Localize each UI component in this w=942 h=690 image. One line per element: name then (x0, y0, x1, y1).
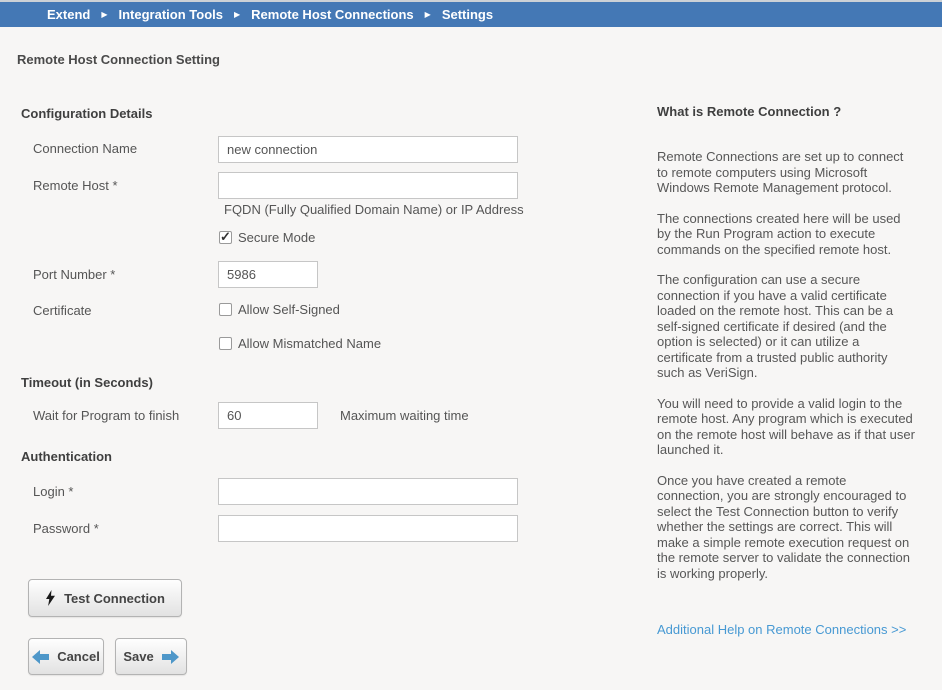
port-number-input[interactable] (218, 261, 318, 288)
test-connection-label: Test Connection (64, 590, 165, 606)
remote-host-input[interactable] (218, 172, 518, 199)
help-paragraph: The connections created here will be used by the Run Program action to execute commands on the specified remote host. (657, 210, 901, 257)
help-panel (657, 104, 915, 637)
lightning-icon (45, 590, 56, 606)
allow-self-signed-label: Allow Self-Signed (238, 302, 340, 317)
save-button[interactable] (115, 638, 187, 675)
section-heading-timeout: Timeout (in Seconds) (21, 375, 153, 390)
help-paragraph: You will need to provide a valid login to the remote host. Any program which is executed on the remote host will behave as if that user launched it. (657, 395, 915, 457)
secure-mode-checkbox[interactable] (219, 231, 232, 244)
wait-for-program-label: Wait for Program to finish (33, 408, 180, 423)
allow-mismatched-name-label: Allow Mismatched Name (238, 336, 382, 351)
remote-host-hint: FQDN (Fully Qualified Domain Name) or IP Address (224, 202, 524, 217)
breadcrumb (0, 2, 942, 27)
breadcrumb-arrow-icon: ▶ (101, 10, 108, 19)
login-input[interactable] (218, 478, 518, 505)
port-number-label: Port Number * (33, 267, 116, 282)
cancel-button[interactable] (28, 638, 104, 675)
test-connection-button[interactable] (28, 579, 182, 617)
login-label: Login * (33, 484, 74, 499)
section-heading-authentication: Authentication (21, 449, 112, 464)
wait-for-program-hint: Maximum waiting time (340, 408, 469, 423)
help-paragraph: The configuration can use a secure connection if you have a valid certificate loaded on the remote host. This can be a self-signed certificate if desired (and the option is selected) or it can utilize a certificate from a trusted public authority such as VeriSign. (657, 272, 894, 380)
breadcrumb-arrow-icon: ▶ (233, 10, 241, 19)
breadcrumb-extend[interactable]: Extend (47, 7, 91, 22)
page-title: Remote Host Connection Setting (17, 52, 220, 67)
secure-mode-label: Secure Mode (238, 230, 316, 245)
secure-mode-checkbox-row (219, 230, 315, 245)
connection-name-input[interactable] (218, 136, 518, 163)
breadcrumb-settings[interactable]: Settings (441, 7, 494, 22)
help-paragraph: Remote Connections are set up to connect to remote computers using Microsoft Windows Remote Management protocol. (657, 149, 904, 195)
breadcrumb-arrow-icon: ▶ (424, 10, 431, 19)
breadcrumb-remote-host-connections[interactable]: Remote Host Connections (251, 7, 414, 22)
additional-help-link[interactable]: Additional Help on Remote Connections >> (657, 622, 907, 637)
password-input[interactable] (218, 515, 518, 542)
connection-name-label: Connection Name (33, 141, 138, 156)
allow-self-signed-checkbox-row (219, 302, 340, 317)
cancel-label: Cancel (57, 649, 100, 664)
allow-mismatched-name-checkbox[interactable] (219, 337, 232, 350)
help-paragraph: Once you have created a remote connection, you are strongly encouraged to select the Test Connection button to verify whether the settings are correct. This will make a simple remote execution request on the remote server to validate the connection is working properly. (657, 472, 910, 581)
allow-self-signed-checkbox[interactable] (219, 303, 232, 316)
arrow-right-icon (162, 650, 179, 664)
remote-host-label: Remote Host * (33, 178, 118, 193)
password-label: Password * (33, 521, 99, 536)
wait-for-program-input[interactable] (218, 402, 318, 429)
breadcrumb-integration-tools[interactable]: Integration Tools (118, 7, 223, 22)
save-label: Save (123, 649, 154, 664)
arrow-left-icon (32, 650, 49, 664)
section-heading-configuration-details: Configuration Details (21, 106, 153, 121)
certificate-label: Certificate (33, 303, 92, 318)
help-heading: What is Remote Connection ? (657, 104, 842, 119)
allow-mismatched-name-checkbox-row (219, 336, 381, 351)
